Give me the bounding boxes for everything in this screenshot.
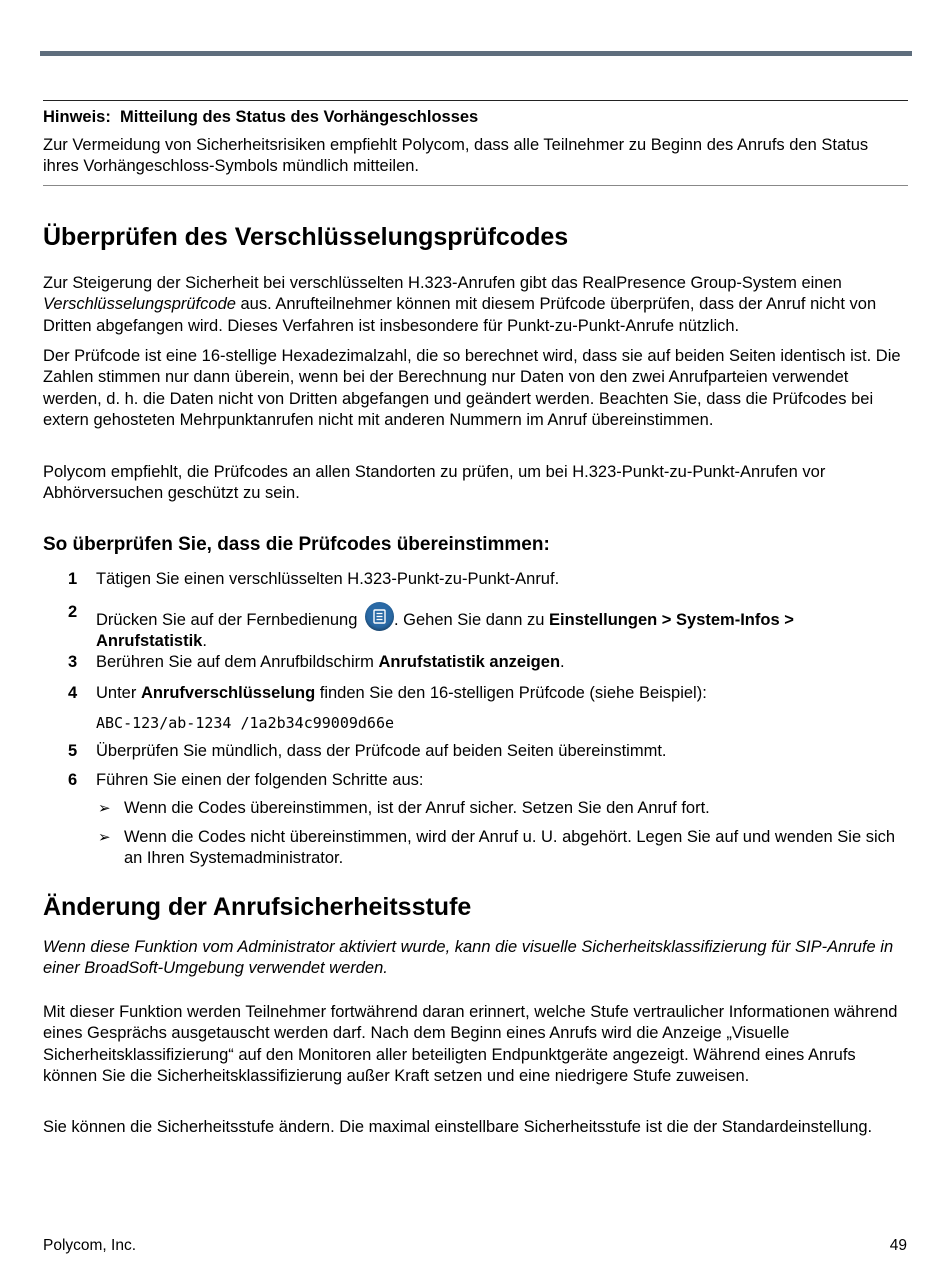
paragraph-intro-text-b: aus. Anrufteilnehmer können mit diesem Prüfcode überprüfen, dass der Anruf nicht von Dritten abgefangen wird. Dieses Verfahren ist insbesondere für Punkt-zu-Punkt-Anrufe nützlich. <box>43 295 877 335</box>
step-number: 3 <box>68 653 78 671</box>
bullet-item: Wenn die Codes nicht übereinstimmen, wird der Anruf u. U. abgehört. Legen Sie auf und wenden Sie sich an Ihren Systemadministrator. <box>124 828 896 867</box>
paragraph-feature-description: Mit dieser Funktion werden Teilnehmer fortwährend daran erinnert, welche Stufe vertraulicher Informationen während eines Gesprächs ausgetauscht werden darf. Nach dem Beginn eines Anrufs wird die Anzeige „Visuelle Sicherheitsklassifizierung“ auf den Monitoren aller beteiligten Endpunktgeräte angezeigt. Während eines Anrufs können Sie die Sicherheitsklassifizierung außer Kraft setzen und eine niedrigere Stufe zuweisen. <box>43 1003 898 1085</box>
setting-name: Anrufverschlüsselung <box>140 684 316 702</box>
section-heading-verification-code: Überprüfen des Verschlüsselungsprüfcodes <box>43 223 569 251</box>
menu-button-icon <box>365 602 394 631</box>
footer-company: Polycom, Inc. <box>43 1237 137 1254</box>
step-text-part: . <box>560 653 565 671</box>
step-text-part: Berühren Sie auf dem Anrufbildschirm <box>96 653 379 671</box>
step-number: 5 <box>68 742 78 760</box>
step-number: 6 <box>68 771 78 789</box>
code-example: ABC-123/ab-1234 /1a2b34c99009d66e <box>96 714 395 732</box>
paragraph-code-explanation: Der Prüfcode ist eine 16-stellige Hexadezimalzahl, die so berechnet wird, dass sie auf beiden Seiten identisch ist. Die Zahlen stimmen nur dann überein, wenn bei der Berechnung nur Daten von den zwei Anrufparteien verwendet werden, d. h. die Daten nicht von Dritten abgefangen und geändert werden. Beachten Sie, dass die Prüfcodes bei extern gehosteten Mehrpunktanrufen nicht mit anderen Nummern im Anruf übereinstimmen. <box>43 347 901 429</box>
note-text: Zur Vermeidung von Sicherheitsrisiken empfiehlt Polycom, dass alle Teilnehmer zu Beginn des Anrufs den Status ihres Vorhängeschloss-Symbols mündlich mitteilen. <box>43 136 869 175</box>
arrow-bullet-icon: ➢ <box>98 829 111 846</box>
step-text-part: Drücken Sie auf der Fernbedienung <box>96 611 362 629</box>
paragraph-change-level: Sie können die Sicherheitsstufe ändern. Die maximal einstellbare Sicherheitsstufe ist die der Standardeinstellung. <box>43 1118 873 1136</box>
step-number: 2 <box>68 603 78 621</box>
step-number: 4 <box>68 684 78 702</box>
step-text: Führen Sie einen der folgenden Schritte aus: <box>96 771 424 789</box>
bullet-item: Wenn die Codes übereinstimmen, ist der Anruf sicher. Setzen Sie den Anruf fort. <box>124 799 710 817</box>
section-heading-security-level: Änderung der Anrufsicherheitsstufe <box>43 893 472 921</box>
menu-path: Einstellungen > System-Infos > Anrufstatistik <box>96 611 794 650</box>
step-number: 1 <box>68 570 78 588</box>
page-number: 49 <box>889 1237 907 1254</box>
term-verification-code: Verschlüsselungsprüfcode <box>43 295 236 314</box>
step-text-part: Unter <box>96 684 141 702</box>
step-text <box>96 683 908 704</box>
step-text-part: . Gehen Sie dann zu <box>394 611 550 629</box>
note-box <box>43 100 908 186</box>
screen-name: Anrufstatistik anzeigen <box>378 653 561 671</box>
note-heading: Mitteilung des Status des Vorhängeschlosses <box>120 108 479 126</box>
note-label: Hinweis: <box>43 108 111 126</box>
paragraph-intro-text-a: Zur Steigerung der Sicherheit bei verschlüsselten H.323-Anrufen gibt das RealPresence Group-System einen <box>43 274 842 292</box>
note-title <box>43 107 908 127</box>
paragraph-recommendation: Polycom empfiehlt, die Prüfcodes an allen Standorten zu prüfen, um bei H.323-Punkt-zu-Punkt-Anrufen vor Abhörversuchen geschützt zu sein. <box>43 463 826 503</box>
step-text <box>96 652 908 673</box>
procedure-heading: So überprüfen Sie, dass die Prüfcodes übereinstimmen: <box>43 534 550 555</box>
step-text-part: finden Sie den 16-stelligen Prüfcode (siehe Beispiel): <box>315 684 707 702</box>
arrow-bullet-icon: ➢ <box>98 800 111 817</box>
top-rule <box>40 51 912 56</box>
paragraph-availability-note: Wenn diese Funktion vom Administrator aktiviert wurde, kann die visuelle Sicherheitsklassifizierung für SIP-Anrufe in einer BroadSoft-Umgebung verwendet werden. <box>43 938 894 978</box>
step-text-part: . <box>202 632 207 650</box>
step-text: Tätigen Sie einen verschlüsselten H.323-Punkt-zu-Punkt-Anruf. <box>96 570 560 588</box>
step-text <box>96 602 908 652</box>
step-text: Überprüfen Sie mündlich, dass der Prüfcode auf beiden Seiten übereinstimmt. <box>96 742 667 760</box>
paragraph-intro <box>43 273 909 337</box>
